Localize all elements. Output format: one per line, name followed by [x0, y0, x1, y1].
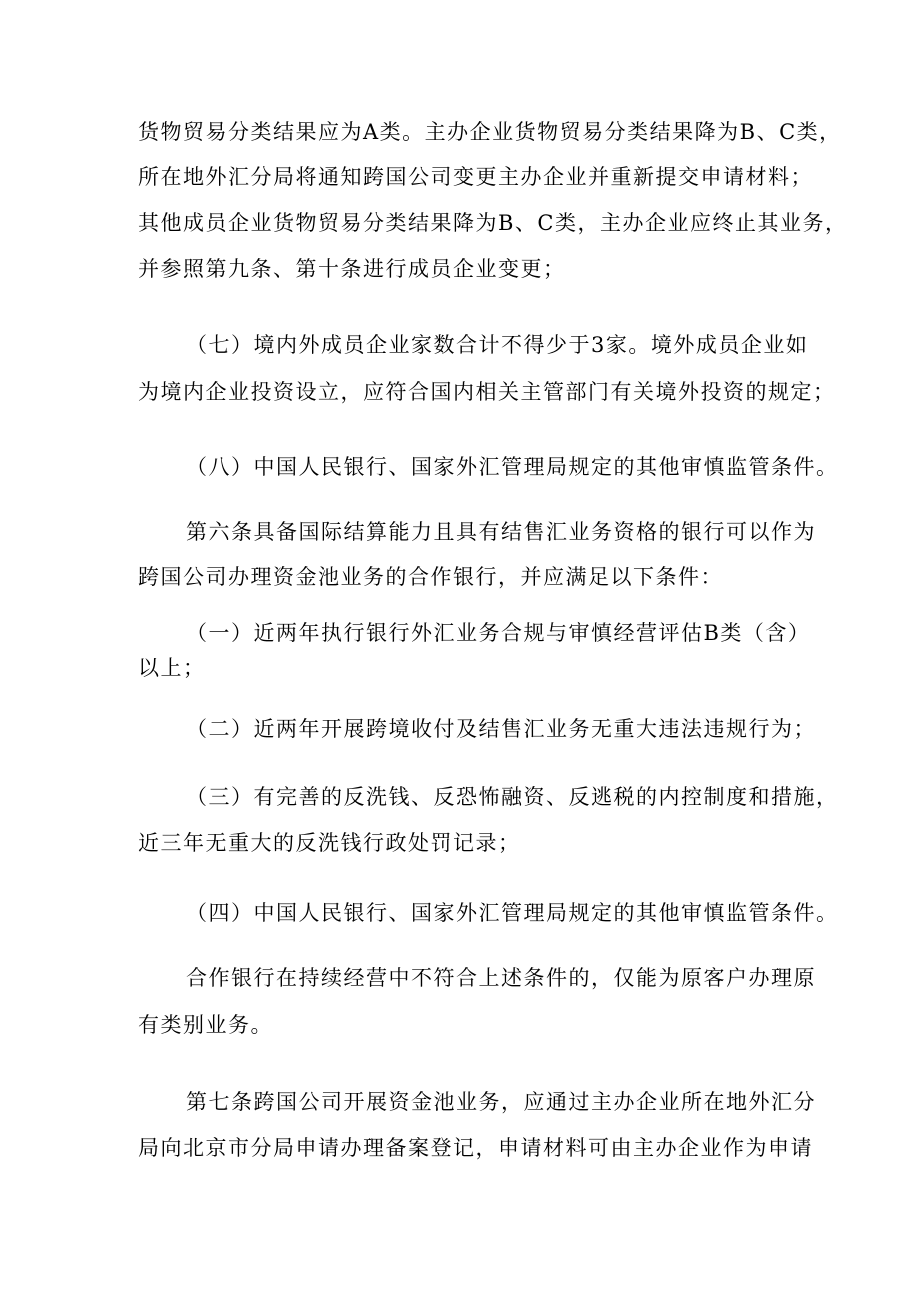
text-line: 有类别业务。	[138, 1013, 273, 1037]
text-line: （一）近两年执行银行外汇业务合规与审慎经营评估B类（含）	[186, 621, 811, 645]
text-line: 并参照第九条、第十条进行成员企业变更；	[138, 257, 566, 281]
text-line: （三）有完善的反洗钱、反恐怖融资、反逃税的内控制度和措施，	[186, 785, 839, 809]
text-line: 货物贸易分类结果应为A类。主办企业货物贸易分类结果降为B、C类，	[138, 120, 842, 144]
text-line: （四）中国人民银行、国家外汇管理局规定的其他审慎监管条件。	[186, 901, 839, 925]
text-line: 为境内企业投资设立，应符合国内相关主管部门有关境外投资的规定；	[138, 380, 836, 404]
text-line: （八）中国人民银行、国家外汇管理局规定的其他审慎监管条件。	[186, 455, 839, 479]
text-line: 合作银行在持续经营中不符合上述条件的，仅能为原客户办理原	[186, 966, 816, 990]
text-line: 以上；	[138, 656, 206, 680]
text-line: 第六条具备国际结算能力且具有结售汇业务资格的银行可以作为	[186, 520, 816, 544]
text-line: 局向北京市分局申请办理备案登记，申请材料可由主办企业作为申请	[138, 1136, 813, 1160]
text-line: （二）近两年开展跨境收付及结售汇业务无重大违法违规行为；	[186, 717, 816, 741]
text-line: 跨国公司办理资金池业务的合作银行，并应满足以下条件：	[138, 565, 723, 589]
text-line: 近三年无重大的反洗钱行政处罚记录；	[138, 831, 521, 855]
text-line: 所在地外汇分局将通知跨国公司变更主办企业并重新提交申请材料；	[138, 165, 813, 189]
text-line: （七）境内外成员企业家数合计不得少于3家。境外成员企业如	[186, 333, 809, 357]
text-line: 其他成员企业货物贸易分类结果降为B、C类，主办企业应终止其业务，	[138, 211, 848, 235]
text-line: 第七条跨国公司开展资金池业务，应通过主办企业所在地外汇分	[186, 1090, 816, 1114]
